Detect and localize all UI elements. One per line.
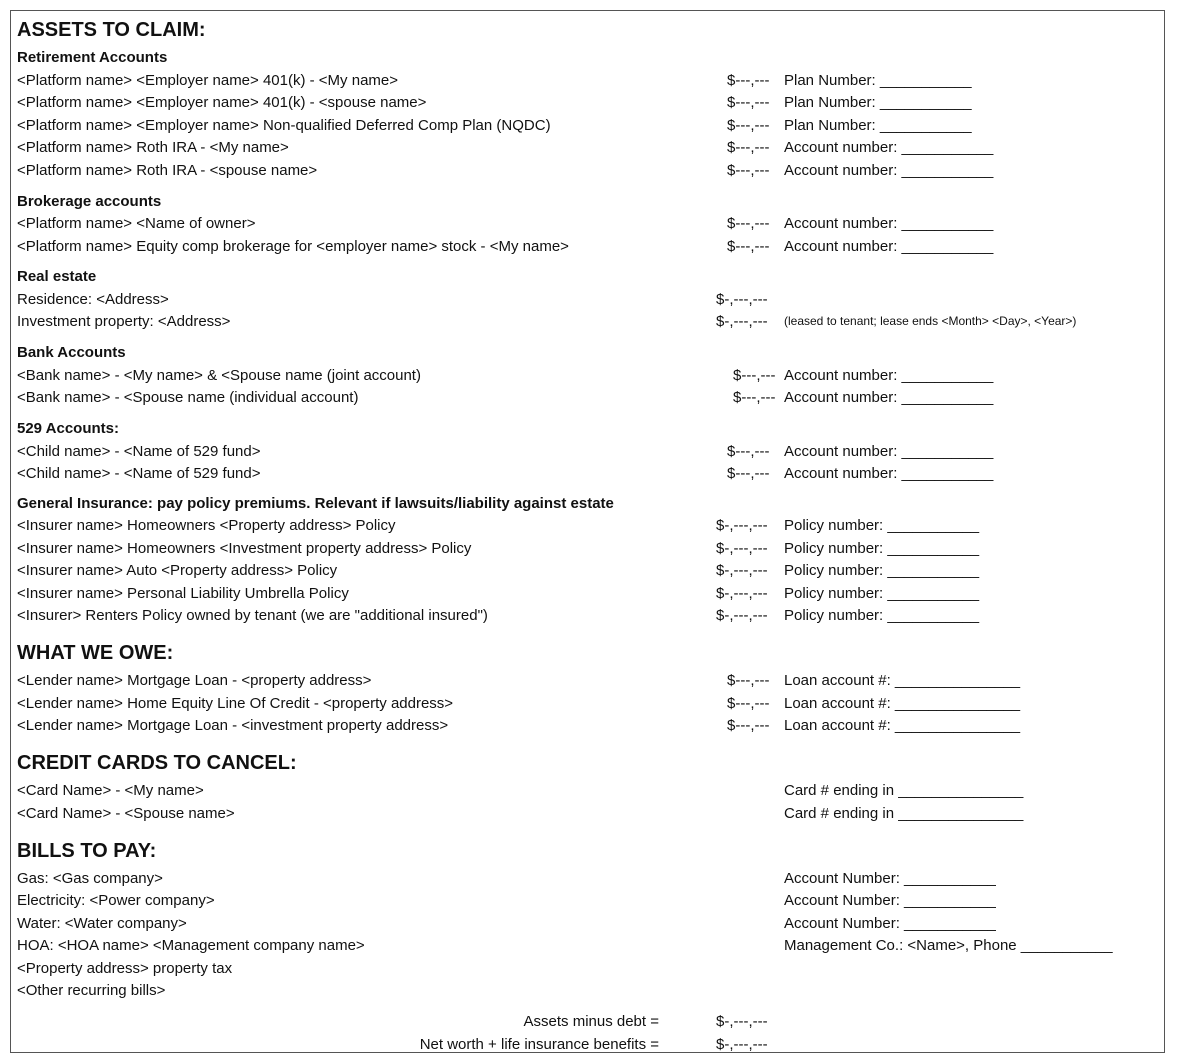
brokerage-row-amount: $---,--- — [727, 238, 770, 255]
bank-row-label: <Bank name> - <Spouse name (individual account) — [17, 389, 359, 406]
debt-row-ref: Loan account #: _______________ — [784, 672, 1021, 689]
retirement-row-ref: Plan Number: ___________ — [784, 117, 972, 134]
bank-heading: Bank Accounts — [17, 344, 126, 361]
debt-row-ref: Loan account #: _______________ — [784, 695, 1021, 712]
bill-row-label: <Property address> property tax — [17, 960, 233, 977]
insurance-row-ref: Policy number: ___________ — [784, 562, 980, 579]
debt-row-amount: $---,--- — [727, 717, 770, 734]
insurance-row-ref: Policy number: ___________ — [784, 540, 980, 557]
brokerage-row-label: <Platform name> Equity comp brokerage for <employer name> stock - <My name> — [17, 238, 569, 255]
card-row-ref: Card # ending in _______________ — [784, 805, 1024, 822]
real-estate-heading: Real estate — [17, 268, 97, 285]
brokerage-row-label: <Platform name> <Name of owner> — [17, 215, 256, 232]
bank-row-amount: $---,--- — [733, 389, 776, 406]
owe-heading: WHAT WE OWE: — [17, 642, 174, 664]
insurance-row-label: <Insurer name> Personal Liability Umbrella Policy — [17, 585, 349, 602]
retirement-row-ref: Account number: ___________ — [784, 162, 994, 179]
retirement-row-label: <Platform name> <Employer name> 401(k) - <My name> — [17, 72, 399, 89]
529-row-ref: Account number: ___________ — [784, 443, 994, 460]
bank-row-ref: Account number: ___________ — [784, 389, 994, 406]
insurance-row-amount: $-,---,--- — [716, 607, 768, 624]
insurance-row-amount: $-,---,--- — [716, 585, 768, 602]
retirement-row-ref: Account number: ___________ — [784, 139, 994, 156]
real-estate-row-label: Residence: <Address> — [17, 291, 169, 308]
insurance-row-amount: $-,---,--- — [716, 562, 768, 579]
card-row-label: <Card Name> - <Spouse name> — [17, 805, 235, 822]
retirement-row-label: <Platform name> <Employer name> Non-qualified Deferred Comp Plan (NQDC) — [17, 117, 551, 134]
insurance-row-amount: $-,---,--- — [716, 540, 768, 557]
real-estate-row-amount: $-,---,--- — [716, 291, 768, 308]
529-row-amount: $---,--- — [727, 443, 770, 460]
529-row-label: <Child name> - <Name of 529 fund> — [17, 443, 261, 460]
529-heading: 529 Accounts: — [17, 420, 119, 437]
retirement-row-amount: $---,--- — [727, 117, 770, 134]
debt-row-amount: $---,--- — [727, 695, 770, 712]
retirement-row-label: <Platform name> <Employer name> 401(k) - <spouse name> — [17, 94, 427, 111]
529-row-ref: Account number: ___________ — [784, 465, 994, 482]
net-worth-amount: $-,---,--- — [716, 1036, 768, 1053]
real-estate-row-label: Investment property: <Address> — [17, 313, 231, 330]
debt-row-label: <Lender name> Home Equity Line Of Credit - <property address> — [17, 695, 454, 712]
bills-heading: BILLS TO PAY: — [17, 840, 157, 862]
retirement-heading: Retirement Accounts — [17, 49, 168, 66]
insurance-row-ref: Policy number: ___________ — [784, 517, 980, 534]
net-worth-label: Net worth + life insurance benefits = — [419, 1036, 659, 1053]
cards-heading: CREDIT CARDS TO CANCEL: — [17, 752, 297, 774]
bank-row-label: <Bank name> - <My name> & <Spouse name (joint account) — [17, 367, 421, 384]
assets-minus-debt-amount: $-,---,--- — [716, 1013, 768, 1030]
retirement-row-amount: $---,--- — [727, 94, 770, 111]
bill-row-label: Water: <Water company> — [17, 915, 187, 932]
debt-row-label: <Lender name> Mortgage Loan - <investment property address> — [17, 717, 449, 734]
retirement-row-label: <Platform name> Roth IRA - <My name> — [17, 139, 289, 156]
bill-row-ref: Account Number: ___________ — [784, 870, 996, 887]
bill-row-ref: Management Co.: <Name>, Phone ___________ — [784, 937, 1113, 954]
insurance-row-ref: Policy number: ___________ — [784, 607, 980, 624]
real-estate-row-amount: $-,---,--- — [716, 313, 768, 330]
retirement-row-amount: $---,--- — [727, 162, 770, 179]
brokerage-heading: Brokerage accounts — [17, 193, 162, 210]
assets-minus-debt-label: Assets minus debt = — [523, 1013, 659, 1030]
debt-row-label: <Lender name> Mortgage Loan - <property address> — [17, 672, 372, 689]
card-row-ref: Card # ending in _______________ — [784, 782, 1024, 799]
lease-note: (leased to tenant; lease ends <Month> <Day>, <Year>) — [784, 314, 1077, 328]
bill-row-label: Gas: <Gas company> — [17, 870, 163, 887]
bill-row-label: <Other recurring bills> — [17, 982, 166, 999]
bank-row-amount: $---,--- — [733, 367, 776, 384]
insurance-row-amount: $-,---,--- — [716, 517, 768, 534]
retirement-row-label: <Platform name> Roth IRA - <spouse name> — [17, 162, 318, 179]
brokerage-row-amount: $---,--- — [727, 215, 770, 232]
insurance-row-label: <Insurer name> Auto <Property address> Policy — [17, 562, 338, 579]
brokerage-row-ref: Account number: ___________ — [784, 238, 994, 255]
insurance-row-label: <Insurer> Renters Policy owned by tenant (we are "additional insured") — [17, 607, 488, 624]
bill-row-ref: Account Number: ___________ — [784, 915, 996, 932]
retirement-row-amount: $---,--- — [727, 139, 770, 156]
assets-heading: ASSETS TO CLAIM: — [17, 19, 206, 41]
529-row-label: <Child name> - <Name of 529 fund> — [17, 465, 261, 482]
retirement-row-ref: Plan Number: ___________ — [784, 94, 972, 111]
brokerage-row-ref: Account number: ___________ — [784, 215, 994, 232]
debt-row-amount: $---,--- — [727, 672, 770, 689]
retirement-row-amount: $---,--- — [727, 72, 770, 89]
529-row-amount: $---,--- — [727, 465, 770, 482]
bill-row-label: HOA: <HOA name> <Management company name> — [17, 937, 365, 954]
retirement-row-ref: Plan Number: ___________ — [784, 72, 972, 89]
bill-row-ref: Account Number: ___________ — [784, 892, 996, 909]
card-row-label: <Card Name> - <My name> — [17, 782, 204, 799]
debt-row-ref: Loan account #: _______________ — [784, 717, 1021, 734]
insurance-row-ref: Policy number: ___________ — [784, 585, 980, 602]
bill-row-label: Electricity: <Power company> — [17, 892, 215, 909]
insurance-row-label: <Insurer name> Homeowners <Investment property address> Policy — [17, 540, 472, 557]
insurance-row-label: <Insurer name> Homeowners <Property address> Policy — [17, 517, 396, 534]
bank-row-ref: Account number: ___________ — [784, 367, 994, 384]
insurance-heading: General Insurance: pay policy premiums. Relevant if lawsuits/liability against estate — [17, 495, 614, 512]
